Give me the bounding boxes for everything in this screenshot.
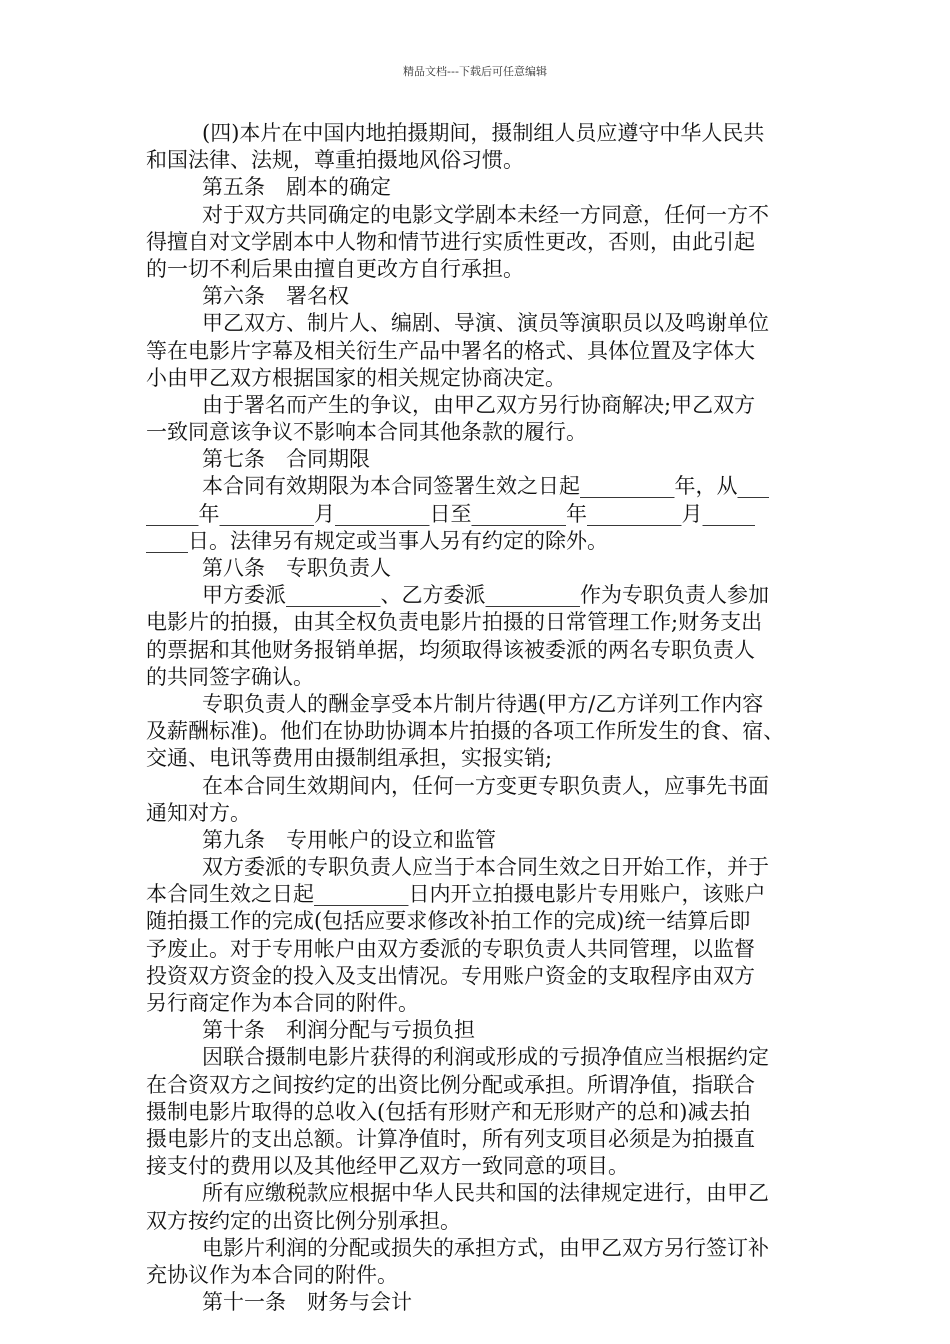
text-line: 得擅自对文学剧本中人物和情节进行实质性更改，否则，由此引起	[146, 229, 755, 254]
text-line: (四)本片在中国内地拍摄期间，摄制组人员应遵守中华人民共	[202, 121, 765, 145]
text-line: 充协议作为本合同的附件。	[146, 1262, 398, 1287]
page-header: 精品文档---下载后可任意编辑	[403, 65, 547, 78]
text-line: 对于双方共同确定的电影文学剧本未经一方同意，任何一方不	[202, 202, 769, 227]
text-line: 本合同有效期限为本合同签署生效之日起_________年，从___	[202, 474, 769, 499]
text-line: 予废止。对于专用帐户由双方委派的专职负责人共同管理，以监督	[146, 936, 755, 961]
text-line: 因联合摄制电影片获得的利润或形成的亏损净值应当根据约定	[202, 1045, 769, 1070]
text-line: 等在电影片字幕及相关衍生产品中署名的格式、具体位置及字体大	[146, 338, 755, 363]
text-line: 双方委派的专职负责人应当于本合同生效之日开始工作，并于	[202, 855, 769, 880]
text-line: 的一切不利后果由擅自更改方自行承担。	[146, 256, 524, 281]
text-line: 和国法律、法规，尊重拍摄地风俗习惯。	[146, 148, 524, 173]
text-line: _____年_________月_________日至_________年_________月_____	[146, 501, 755, 526]
text-line: 第六条 署名权	[202, 284, 349, 309]
text-line: 交通、电讯等费用由摄制组承担，实报实销;	[146, 746, 553, 771]
text-line: 第十条 利润分配与亏损负担	[202, 1018, 475, 1043]
text-line: 由于署名而产生的争议，由甲乙双方另行协商解决;甲乙双方	[202, 392, 756, 417]
text-line: 专职负责人的酬金享受本片制片待遇(甲方/乙方详列工作内容	[202, 691, 764, 716]
text-line: ____日。法律另有规定或当事人另有约定的除外。	[146, 528, 608, 553]
text-line: 在合资双方之间按约定的出资比例分配或承担。所谓净值，指联合	[146, 1072, 755, 1097]
text-line: 第九条 专用帐户的设立和监管	[202, 827, 496, 852]
text-line: 及薪酬标准)。他们在协助协调本片拍摄的各项工作所发生的食、宿、	[146, 719, 785, 744]
text-line: 双方按约定的出资比例分别承担。	[146, 1208, 461, 1233]
text-line: 另行商定作为本合同的附件。	[146, 991, 419, 1015]
text-line: 摄制电影片取得的总收入(包括有形财产和无形财产的总和)减去拍	[146, 1099, 751, 1124]
text-line: 第八条 专职负责人	[202, 556, 391, 580]
text-line: 第七条 合同期限	[202, 447, 370, 472]
text-line: 随拍摄工作的完成(包括应要求修改补拍工作的完成)统一结算后即	[146, 909, 751, 934]
text-line: 所有应缴税款应根据中华人民共和国的法律规定进行，由甲乙	[202, 1181, 769, 1206]
text-line: 甲方委派_________、乙方委派_________作为专职负责人参加	[202, 583, 769, 608]
text-line: 甲乙双方、制片人、编剧、导演、演员等演职员以及鸣谢单位	[202, 311, 769, 336]
text-line: 投资双方资金的投入及支出情况。专用账户资金的支取程序由双方	[146, 963, 755, 988]
document-body	[146, 120, 812, 1316]
text-line: 摄电影片的支出总额。计算净值时，所有列支项目必须是为拍摄直	[146, 1126, 755, 1151]
text-line: 一致同意该争议不影响本合同其他条款的履行。	[146, 420, 587, 445]
text-line: 第十一条 财务与会计	[202, 1290, 412, 1315]
text-line: 通知对方。	[146, 800, 251, 825]
text-line: 电影片利润的分配或损失的承担方式，由甲乙双方另行签订补	[202, 1235, 769, 1260]
text-line: 在本合同生效期间内，任何一方变更专职负责人，应事先书面	[202, 773, 769, 798]
text-line: 的共同签字确认。	[146, 664, 314, 689]
text-line: 小由甲乙双方根据国家的相关规定协商决定。	[146, 365, 566, 390]
text-line: 电影片的拍摄，由其全权负责电影片拍摄的日常管理工作;财务支出	[146, 610, 763, 635]
text-line: 接支付的费用以及其他经甲乙双方一致同意的项目。	[146, 1154, 629, 1179]
text-line: 本合同生效之日起_________日内开立拍摄电影片专用账户，该账户	[146, 882, 766, 907]
text-line: 第五条 剧本的确定	[202, 175, 391, 200]
text-line: 的票据和其他财务报销单据，均须取得该被委派的两名专职负责人	[146, 637, 755, 662]
